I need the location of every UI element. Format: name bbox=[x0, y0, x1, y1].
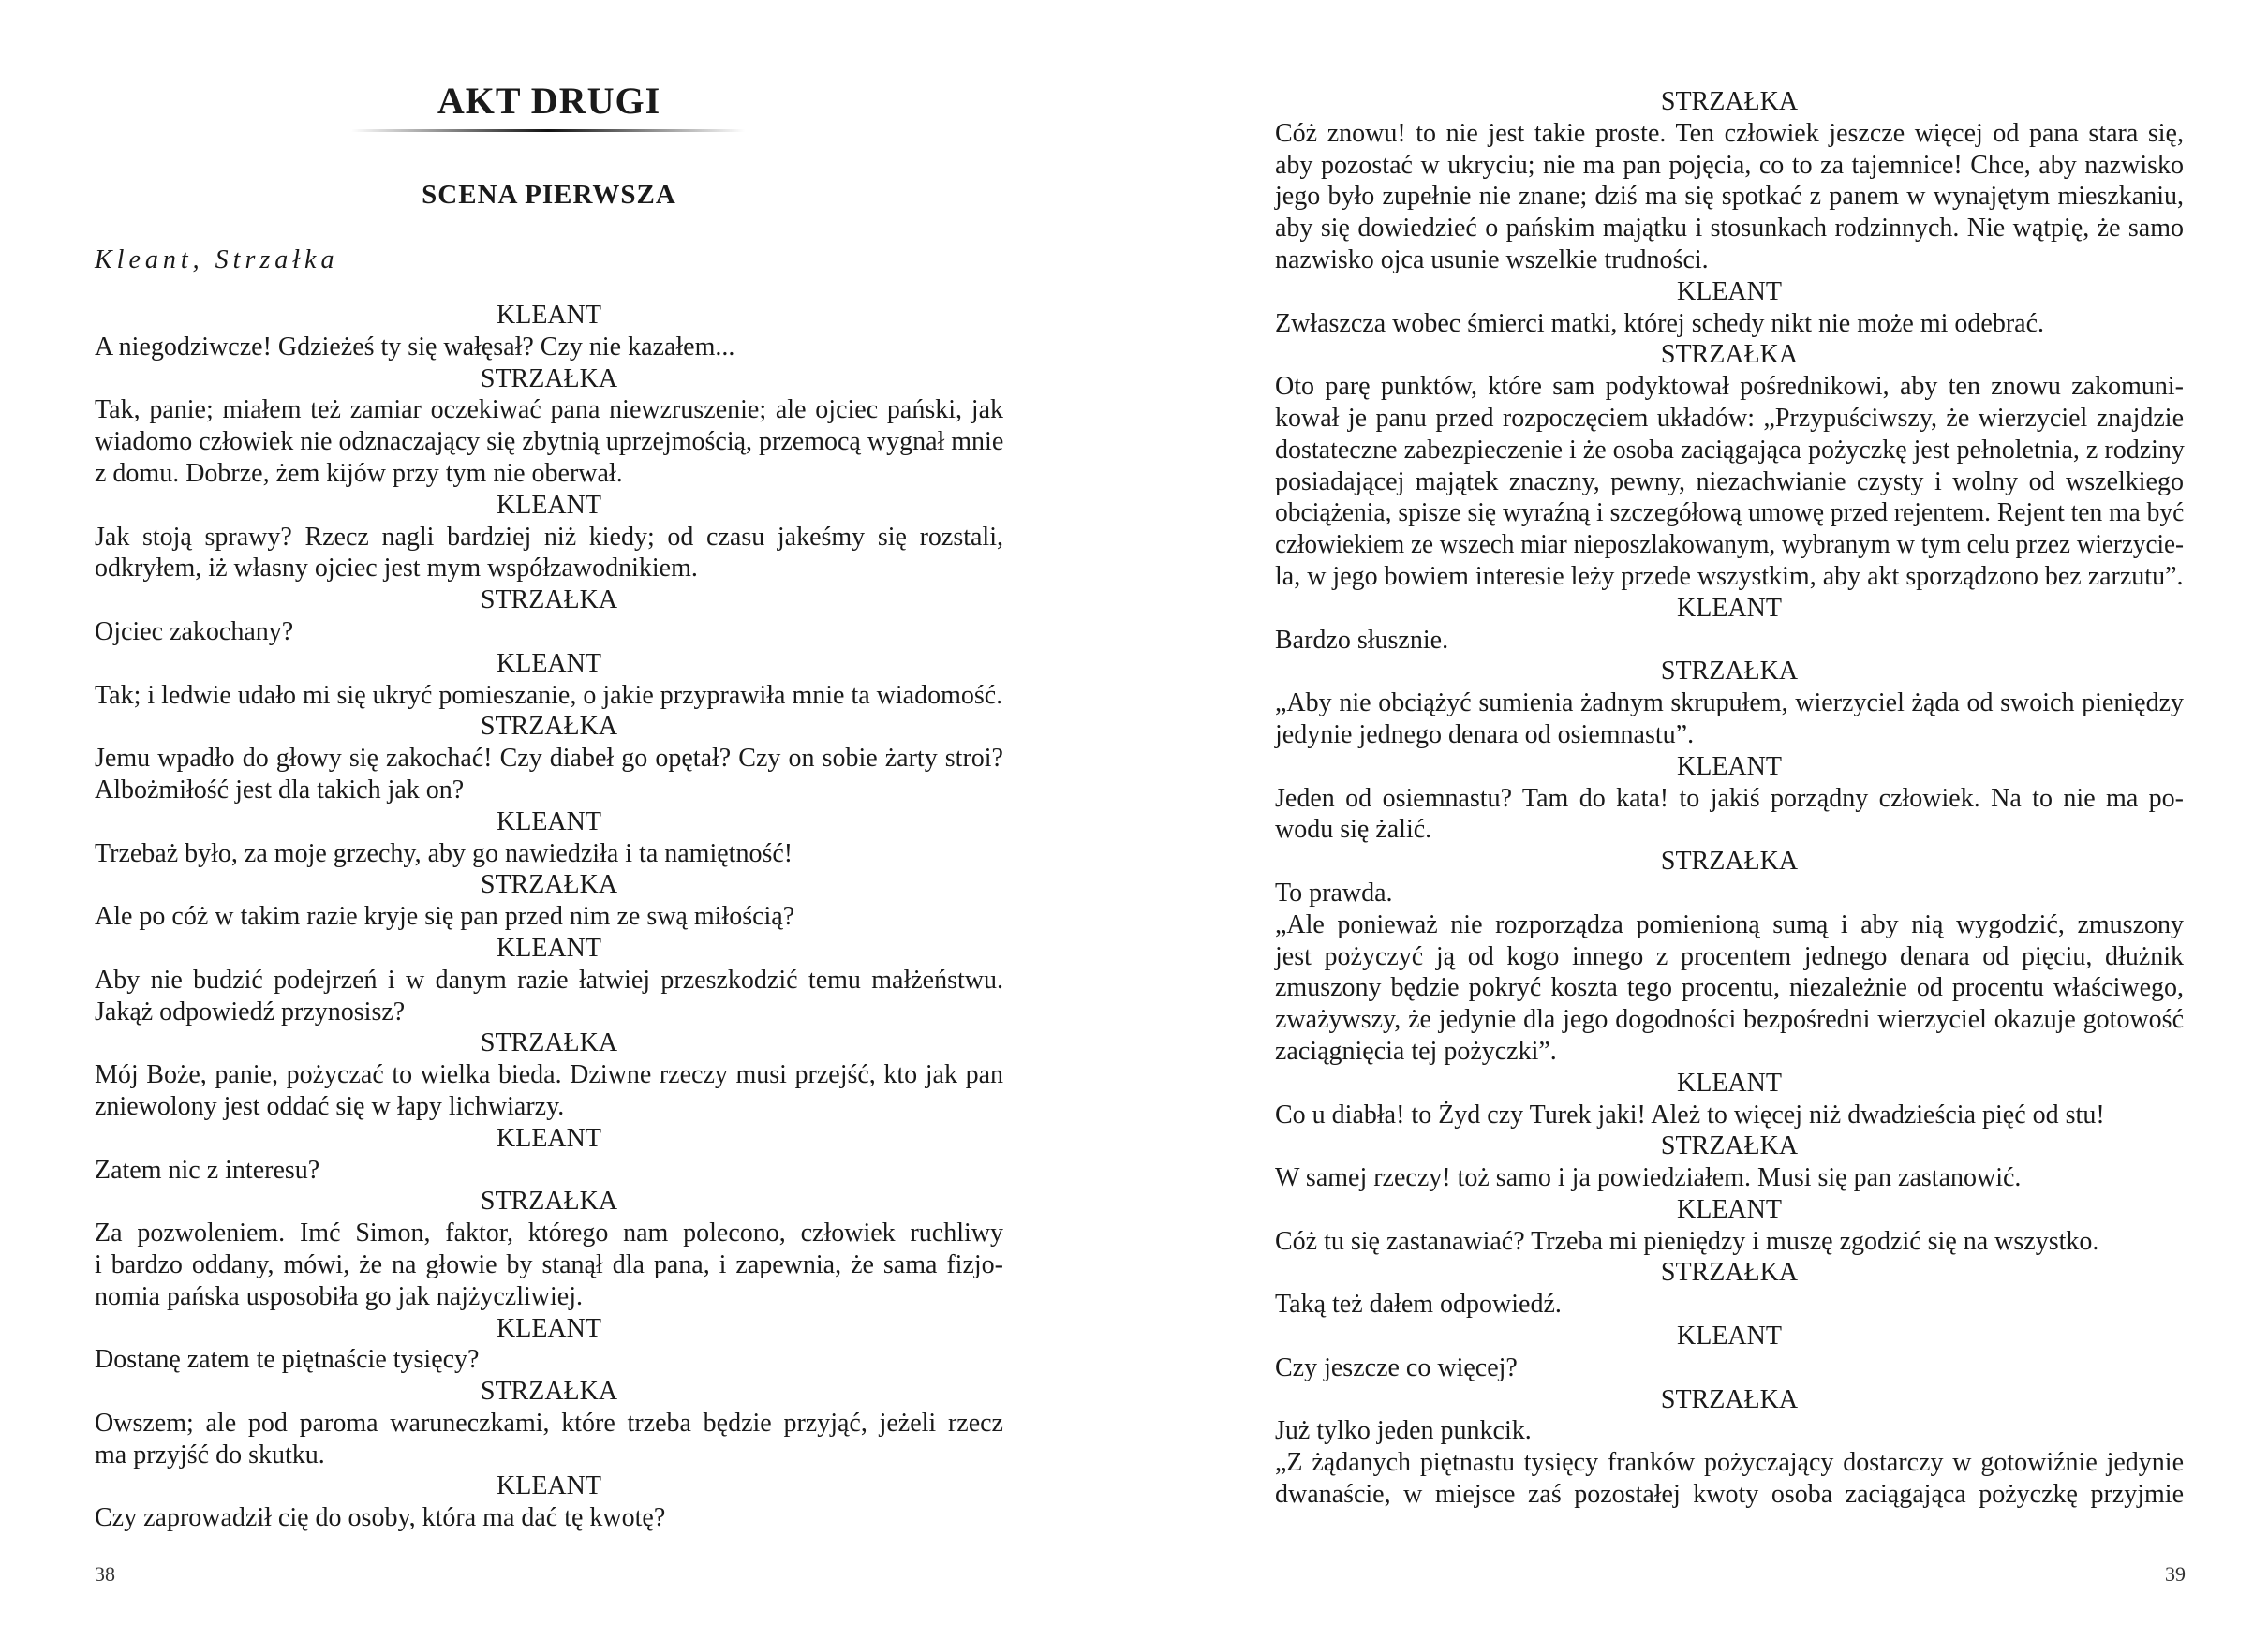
scene-title: SCENA PIERWSZA bbox=[422, 180, 676, 210]
text-line: nomia pańska usposobiła go jak najżyczliwiej. bbox=[95, 1281, 583, 1311]
text-line: Ale po cóż w takim razie kryje się pan przed nim ze swą miłością? bbox=[95, 902, 795, 932]
text-line: Tak; i ledwie udało mi się ukryć pomieszanie, o jakie przyprawiła mnie ta wiadomość. bbox=[95, 680, 1003, 710]
text-line: jest pożyczyć ją od kogo innego z procentem jednego denara od pięciu, dłużnik bbox=[1275, 941, 2184, 971]
speaker-name: STRZAŁKA bbox=[1660, 847, 1799, 877]
speech-paragraph bbox=[95, 616, 1003, 648]
text-line: odkryłem, iż własny ojciec jest mym współzawodnikiem. bbox=[95, 554, 698, 584]
speech-paragraph bbox=[95, 1155, 1003, 1187]
text-line: dwanaście, w miejsce zaś pozostałej kwoty osoba zaciągająca pożyczkę przyjmie bbox=[1275, 1480, 2184, 1510]
text-line: Mój Boże, panie, pożyczać to wielka bieda. Dziwne rzeczy musi przejść, kto jak pan bbox=[95, 1060, 1003, 1090]
text-line: i bardzo oddany, mówi, że na głowie by stanął dla pana, i zapewnia, że sama fizjo- bbox=[95, 1249, 1003, 1279]
speaker-name: KLEANT bbox=[1677, 276, 1782, 306]
speech-paragraph bbox=[1275, 1100, 2184, 1131]
text-line: Cóż tu się zastanawiać? Trzeba mi pieniędzy i muszę zgodzić się na wszystko. bbox=[1275, 1226, 2099, 1256]
text-line: Owszem; ale pod paroma waruneczkami, które trzeba będzie przyjąć, jeżeli rzecz bbox=[95, 1408, 1003, 1438]
speech-paragraph bbox=[95, 838, 1003, 870]
speaker-name: STRZAŁKA bbox=[1660, 1258, 1799, 1288]
text-line: Tak, panie; miałem też zamiar oczekiwać pana niewzruszenie; ale ojciec pański, jak bbox=[95, 395, 1003, 425]
speaker-name: KLEANT bbox=[497, 806, 601, 836]
speech-paragraph bbox=[95, 1059, 1003, 1123]
text-line: jedynie jednego denara od osiemnastu”. bbox=[1275, 719, 1695, 749]
scene-persons: Kleant, Strzałka bbox=[95, 245, 339, 274]
text-line: Taką też dałem odpowiedź. bbox=[1275, 1290, 1562, 1320]
text-line: wodu się żalić. bbox=[1275, 815, 1432, 845]
dialogue-column bbox=[95, 300, 1003, 1534]
text-line: zmuszony będzie pokryć koszta tego procentu, niezależnie od procentu właściwego, bbox=[1275, 973, 2184, 1003]
text-line: W samej rzeczy! toż samo i ja powiedziałem. Musi się pan zastanowić. bbox=[1275, 1163, 2022, 1193]
speech-paragraph bbox=[95, 1408, 1003, 1471]
text-line: Cóż znowu! to nie jest takie proste. Ten człowiek jeszcze więcej od pana stara się, bbox=[1275, 118, 2184, 148]
speaker-name: STRZAŁKA bbox=[480, 1028, 618, 1058]
speaker-name: STRZAŁKA bbox=[480, 585, 618, 615]
speech-paragraph bbox=[1275, 1352, 2184, 1384]
dialogue-column bbox=[1275, 86, 2184, 1511]
speaker-name: STRZAŁKA bbox=[480, 870, 618, 900]
speaker-name: STRZAŁKA bbox=[1660, 1131, 1799, 1161]
speaker-name: STRZAŁKA bbox=[480, 363, 618, 393]
speech-paragraph bbox=[95, 394, 1003, 489]
text-line: „Ale ponieważ nie rozporządza pomienioną sumą i aby nią wygodzić, zmuszony bbox=[1275, 909, 2184, 939]
text-line: Czy jeszcze co więcej? bbox=[1275, 1352, 1518, 1382]
text-line: Jakąż odpowiedź przynosisz? bbox=[95, 997, 406, 1027]
page-number: 39 bbox=[2165, 1562, 2186, 1586]
speaker-name: STRZAŁKA bbox=[1660, 657, 1799, 687]
speaker-name: STRZAŁKA bbox=[1660, 1384, 1799, 1414]
text-line: Co u diabła! to Żyd czy Turek jaki! Ależ to więcej niż dwadzieścia pięć od stu! bbox=[1275, 1100, 2105, 1130]
text-line: dostateczne zabezpieczenie i że osoba zaciągająca pożyczkę jest pełnoletnia, z rodziny bbox=[1275, 435, 2185, 465]
speaker-name: KLEANT bbox=[497, 490, 601, 520]
text-line: Zwłaszcza wobec śmierci matki, której schedy nikt nie może mi odebrać. bbox=[1275, 308, 2045, 338]
speaker-name: STRZAŁKA bbox=[1660, 340, 1799, 370]
text-line: Zatem nic z interesu? bbox=[95, 1155, 320, 1185]
speaker-name: STRZAŁKA bbox=[480, 1377, 618, 1407]
text-line: A niegodziwcze! Gdzieżeś ty się wałęsał? Czy nie kazałem... bbox=[95, 332, 735, 362]
text-line: posiadającej majątek znaczny, pewny, niezachwianie czysty i wolny od wszelkiego bbox=[1275, 466, 2184, 496]
text-line: ma przyjść do skutku. bbox=[95, 1440, 325, 1470]
speaker-name: KLEANT bbox=[497, 648, 601, 678]
title-divider bbox=[351, 129, 745, 132]
speaker-name: KLEANT bbox=[1677, 593, 1782, 623]
text-line: Oto parę punktów, które sam podyktował pośrednikowi, aby ten znowu zakomuni- bbox=[1275, 372, 2184, 402]
text-line: Za pozwoleniem. Imć Simon, faktor, którego nam polecono, człowiek ruchliwy bbox=[95, 1219, 1003, 1248]
text-line: Jak stoją sprawy? Rzecz nagli bardziej niż kiedy; od czasu jakeśmy się rozstali, bbox=[95, 522, 1003, 552]
text-line: Ojciec zakochany? bbox=[95, 616, 294, 646]
speaker-name: KLEANT bbox=[1677, 1322, 1782, 1352]
speaker-name: KLEANT bbox=[497, 933, 601, 963]
speaker-name: STRZAŁKA bbox=[480, 1187, 618, 1217]
speech-paragraph bbox=[1275, 308, 2184, 340]
text-line: To prawda. bbox=[1275, 878, 1393, 908]
speech-paragraph bbox=[1275, 687, 2184, 751]
text-line: aby się dowiedzieć o pańskim majątku i stosunkach rodzinnych. Nie wątpię, że samo bbox=[1275, 214, 2184, 244]
text-line: Już tylko jeden punkcik. bbox=[1275, 1416, 1532, 1446]
speech-paragraph bbox=[1275, 1226, 2184, 1258]
speaker-name: STRZAŁKA bbox=[480, 712, 618, 742]
speech-paragraph bbox=[1275, 1447, 2184, 1511]
act-title: AKT DRUGI bbox=[437, 80, 661, 122]
text-line: człowiekiem ze wszech miar nieposzlakowanym, wybranym w tym celu przez wierzycie- bbox=[1275, 530, 2184, 560]
speaker-name: KLEANT bbox=[1677, 1194, 1782, 1224]
speech-paragraph bbox=[95, 1502, 1003, 1534]
right-page bbox=[1134, 0, 2268, 1625]
text-line: nazwisko ojca usunie wszelkie trudności. bbox=[1275, 244, 1709, 274]
text-line: zważywszy, że jedynie dla jego dogodności bezpośredni wierzyciel okazuje gotowość bbox=[1275, 1005, 2184, 1035]
text-line: la, w jego bowiem interesie leży przede wszystkim, aby akt sporządzono bez zarzutu”. bbox=[1275, 561, 2184, 591]
text-line: z domu. Dobrze, żem kijów przy tym nie oberwał. bbox=[95, 458, 623, 488]
speech-paragraph bbox=[95, 901, 1003, 933]
text-line: wiadomo człowiek nie odznaczający się zbytnią uprzejmością, przemocą wygnał mnie bbox=[95, 427, 1004, 457]
speech-paragraph bbox=[95, 1218, 1003, 1312]
text-line: Trzebaż było, za moje grzechy, aby go nawiedziła i ta namiętność! bbox=[95, 838, 793, 868]
speech-paragraph bbox=[1275, 625, 2184, 657]
speech-paragraph bbox=[1275, 783, 2184, 847]
text-line: Jemu wpadło do głowy się zakochać! Czy diabeł go opętał? Czy on sobie żarty stroi? bbox=[95, 744, 1003, 774]
text-line: kował je panu przed rozpoczęciem układów: „Przypuściwszy, że wierzyciel znajdzie bbox=[1275, 403, 2184, 433]
speech-paragraph bbox=[95, 1344, 1003, 1376]
text-line: Aby nie budzić podejrzeń i w danym razie łatwiej przeszkodzić temu małżeństwu. bbox=[95, 965, 1003, 995]
page-number: 38 bbox=[95, 1562, 115, 1586]
text-line: „Z żądanych piętnastu tysięcy franków pożyczający dostarczy w gotowiźnie jedynie bbox=[1275, 1448, 2184, 1478]
speech-paragraph bbox=[1275, 878, 2184, 909]
speaker-name: KLEANT bbox=[497, 1471, 601, 1501]
speech-paragraph bbox=[1275, 1289, 2184, 1321]
speaker-name: KLEANT bbox=[1677, 1068, 1782, 1098]
speech-paragraph bbox=[1275, 1162, 2184, 1194]
speech-paragraph bbox=[1275, 371, 2184, 593]
text-line: Albożmiłość jest dla takich jak on? bbox=[95, 775, 465, 805]
speech-paragraph bbox=[1275, 909, 2184, 1068]
text-line: zaciągnięcia tej pożyczki”. bbox=[1275, 1036, 1557, 1066]
speech-paragraph bbox=[95, 522, 1003, 585]
speech-paragraph bbox=[95, 332, 1003, 363]
speaker-name: STRZAŁKA bbox=[1660, 87, 1799, 116]
text-line: obciążenia, spisze się wyraźną i szczegółową umowę przed rejentem. Rejent ten ma być bbox=[1275, 498, 2185, 528]
speech-paragraph bbox=[95, 965, 1003, 1028]
text-line: Bardzo słusznie. bbox=[1275, 625, 1449, 655]
speaker-name: KLEANT bbox=[497, 1313, 601, 1343]
text-line: zniewolony jest oddać się w łapy lichwiarzy. bbox=[95, 1091, 565, 1121]
text-line: Jeden od osiemnastu? Tam do kata! to jakiś porządny człowiek. Na to nie ma po- bbox=[1275, 783, 2184, 813]
text-line: „Aby nie obciążyć sumienia żadnym skrupułem, wierzyciel żąda od swoich pieniędzy bbox=[1275, 688, 2184, 718]
speech-paragraph bbox=[1275, 1415, 2184, 1447]
text-line: jego było zupełnie nie znane; dziś ma się spotkać z panem w wynajętym mieszkaniu, bbox=[1275, 182, 2184, 212]
speech-paragraph bbox=[95, 743, 1003, 806]
speech-paragraph bbox=[95, 680, 1003, 712]
text-line: Dostanę zatem te piętnaście tysięcy? bbox=[95, 1345, 480, 1375]
speaker-name: KLEANT bbox=[497, 1123, 601, 1153]
speaker-name: KLEANT bbox=[1677, 751, 1782, 781]
text-line: Czy zaprowadził cię do osoby, która ma dać tę kwotę? bbox=[95, 1503, 666, 1533]
text-line: aby pozostać w ukryciu; nie ma pan pojęcia, co to za tajemnice! Chce, aby nazwisko bbox=[1275, 150, 2184, 180]
speech-paragraph bbox=[1275, 118, 2184, 276]
speaker-name: KLEANT bbox=[497, 301, 601, 330]
